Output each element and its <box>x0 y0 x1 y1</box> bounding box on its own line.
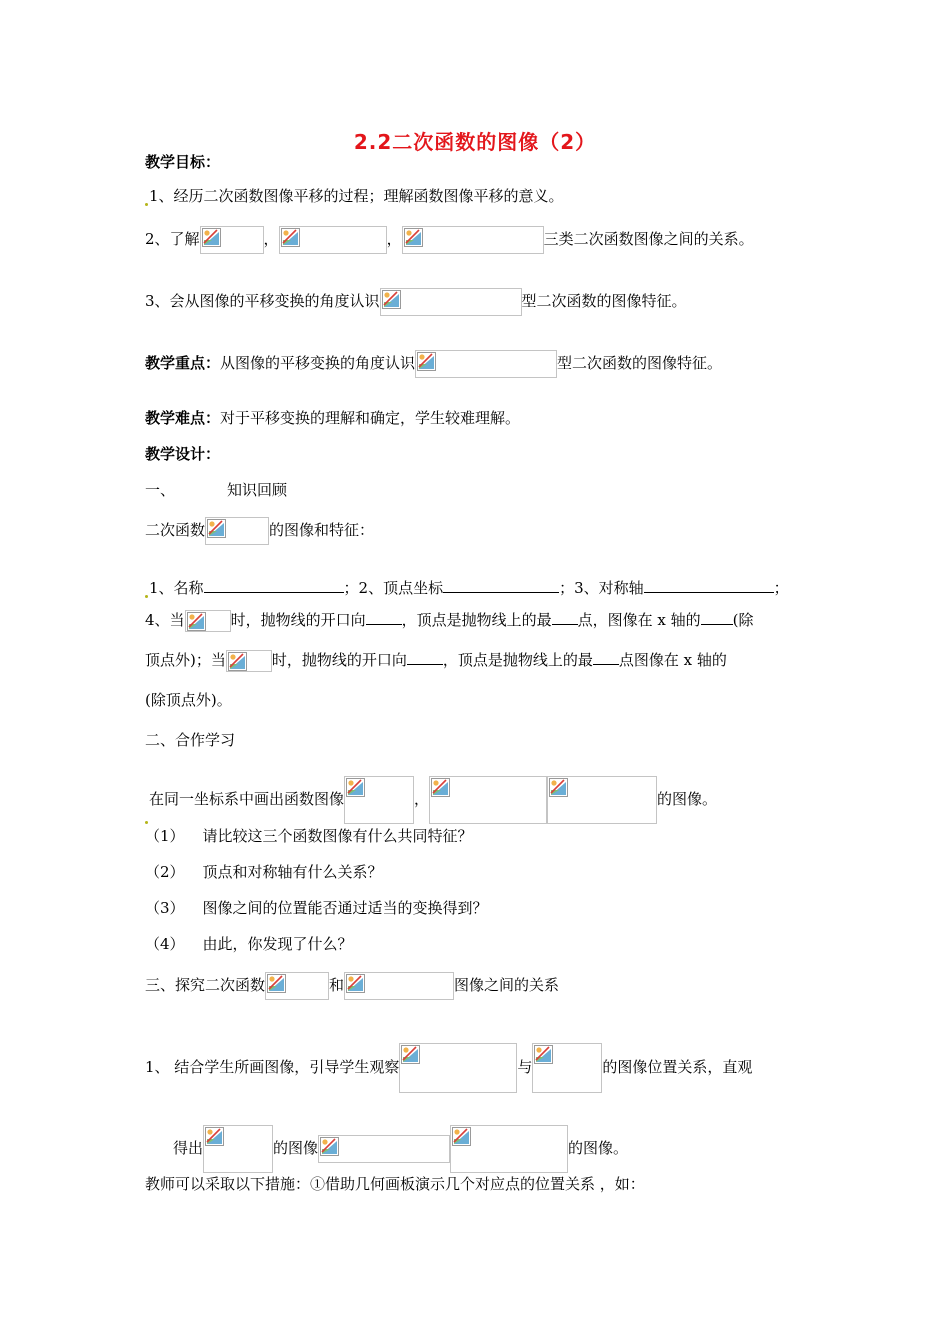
mark-dot <box>145 203 148 206</box>
section3-heading: 三、探究二次函数 和 图像之间的关系 <box>145 972 559 1000</box>
blank-line[interactable] <box>552 610 578 625</box>
mark-dot <box>145 821 148 824</box>
broken-image-icon <box>431 778 450 797</box>
formula-image <box>318 1135 450 1163</box>
blank-line[interactable] <box>644 578 774 593</box>
objectives-heading: 教学目标： <box>145 153 221 171</box>
formula-image <box>429 776 547 824</box>
formula-image <box>205 517 269 545</box>
objective-3: 3、会从图像的平移变换的角度认识 型二次函数的图像特征。 <box>145 288 687 316</box>
broken-image-icon <box>207 519 226 538</box>
question-3: （3） 图像之间的位置能否通过适当的变换得到？ <box>145 899 488 917</box>
broken-image-icon <box>281 228 300 247</box>
broken-image-icon <box>346 974 365 993</box>
section3-derive: 得出 的图像 的图像。 <box>173 1125 628 1173</box>
formula-image <box>265 972 329 1000</box>
formula-image <box>402 226 544 254</box>
broken-image-icon <box>267 974 286 993</box>
question-4: （4） 由此，你发现了什么？ <box>145 935 353 953</box>
broken-image-icon <box>549 778 568 797</box>
section1-case2-end: (除顶点外)。 <box>145 691 232 709</box>
blank-line[interactable] <box>443 578 559 593</box>
mark-dot <box>145 595 148 598</box>
formula-image <box>344 776 414 824</box>
section2-heading: 二、合作学习 <box>145 731 236 749</box>
broken-image-icon <box>187 612 206 631</box>
objective-2: 2、了解 ， ， 三类二次函数图像之间的关系。 <box>145 226 754 254</box>
broken-image-icon <box>404 228 423 247</box>
broken-image-icon <box>320 1137 339 1156</box>
teacher-note: 教师可以采取以下措施：①借助几何画板演示几个对应点的位置关系 ，如： <box>145 1175 645 1193</box>
formula-image <box>344 972 454 1000</box>
formula-image <box>450 1125 568 1173</box>
question-2: （2） 顶点和对称轴有什么关系？ <box>145 863 383 881</box>
broken-image-icon <box>417 352 436 371</box>
question-1: （1） 请比较这三个函数图像有什么共同特征？ <box>145 827 473 845</box>
difficulty: 教学难点：对于平移变换的理解和确定，学生较难理解。 <box>145 409 521 427</box>
broken-image-icon <box>534 1045 553 1064</box>
section1-case1: 4、当 时，抛物线的开口向 ，顶点是抛物线上的最 点，图像在 x 轴的 (除 <box>145 610 753 632</box>
blank-line[interactable] <box>593 650 619 665</box>
objective-1: 1、经历二次函数图像平移的过程；理解函数图像平移的意义。 <box>145 186 564 206</box>
key-point: 教学重点：从图像的平移变换的角度认识 型二次函数的图像特征。 <box>145 350 722 378</box>
section1-case2: 顶点外)；当 时，抛物线的开口向 ，顶点是抛物线上的最 点图像在 x 轴的 <box>145 650 727 672</box>
broken-image-icon <box>202 228 221 247</box>
broken-image-icon <box>401 1045 420 1064</box>
section1-function: 二次函数 的图像和特征： <box>145 517 374 545</box>
section1-fill-line: 1、名称 ；2、顶点坐标 ；3、对称轴 ； <box>145 578 789 598</box>
broken-image-icon <box>382 290 401 309</box>
broken-image-icon <box>205 1127 224 1146</box>
formula-image <box>532 1043 602 1093</box>
formula-image <box>415 350 557 378</box>
section2-draw: 在同一坐标系中画出函数图像 ， 的图像。 <box>145 776 717 824</box>
formula-image <box>279 226 387 254</box>
blank-line[interactable] <box>701 610 733 625</box>
section1-heading: 一、 知识回顾 <box>145 481 288 499</box>
formula-image <box>203 1125 273 1173</box>
formula-image <box>200 226 264 254</box>
formula-image <box>547 776 657 824</box>
formula-image <box>380 288 522 316</box>
section3-item1: 1、 结合学生所画图像，引导学生观察 与 的图像位置关系，直观 <box>145 1043 752 1093</box>
blank-line[interactable] <box>204 578 344 593</box>
broken-image-icon <box>452 1127 471 1146</box>
design-heading: 教学设计： <box>145 445 221 463</box>
formula-image <box>226 650 272 672</box>
broken-image-icon <box>228 652 247 671</box>
blank-line[interactable] <box>366 610 402 625</box>
page-title: 2.2二次函数的图像（2） <box>353 130 597 154</box>
formula-image <box>185 610 231 632</box>
formula-image <box>399 1043 517 1093</box>
blank-line[interactable] <box>407 650 443 665</box>
broken-image-icon <box>346 778 365 797</box>
